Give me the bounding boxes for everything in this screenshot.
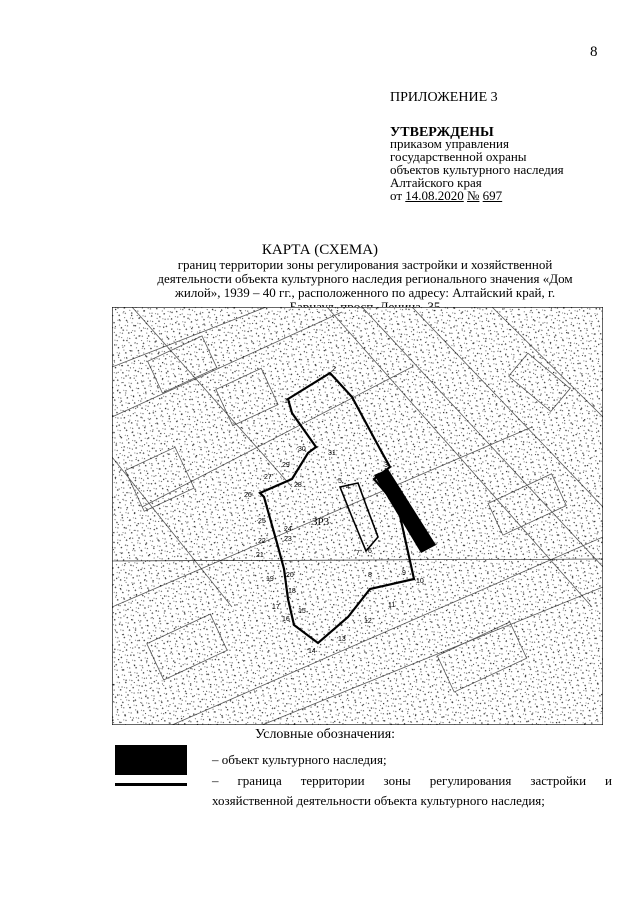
point-label: 25 — [258, 518, 266, 525]
point-label: 30 — [298, 446, 306, 453]
point-label: 23 — [284, 536, 292, 543]
date-prefix: от — [390, 188, 403, 203]
point-label: 2 — [332, 366, 336, 373]
legend-title: Условные обозначения: — [255, 727, 396, 742]
heritage-object-legend-swatch — [115, 745, 187, 775]
point-label: 28 — [294, 482, 302, 489]
point-label: 4 — [346, 484, 350, 491]
point-label: 27 — [264, 474, 272, 481]
approval-line: объектов культурного наследия — [390, 162, 564, 177]
point-label: 20 — [286, 572, 294, 579]
point-label: 29 — [282, 462, 290, 469]
page-number: 8 — [590, 44, 598, 60]
approved-heading: УТВЕРЖДЕНЫ — [390, 125, 494, 140]
approval-number: 697 — [482, 188, 503, 203]
point-label: 19 — [266, 576, 274, 583]
point-label: 6 — [368, 548, 372, 555]
map-title: КАРТА (СХЕМА) — [261, 242, 379, 258]
point-label: 5 — [338, 478, 342, 485]
zone-label: ЗР3 — [312, 516, 330, 528]
point-label: 22 — [258, 538, 266, 545]
legend-item-heritage-object: – объект культурного наследия; — [212, 752, 387, 767]
point-label: 15 — [298, 608, 306, 615]
point-label: 31 — [328, 450, 336, 457]
number-prefix: № — [467, 188, 480, 203]
approval-line: приказом управления — [390, 136, 509, 151]
approval-line: государственной охраны — [390, 149, 527, 164]
point-label: 7 — [356, 550, 360, 557]
point-label: 17 — [272, 604, 280, 611]
legend-item-boundary: – граница территории зоны регулирования застройки и — [212, 773, 612, 788]
point-label: 12 — [364, 618, 372, 625]
point-label: 14 — [308, 648, 316, 655]
point-label: 21 — [256, 552, 264, 559]
approval-date-line — [390, 189, 564, 202]
point-label: 10 — [416, 578, 424, 585]
map-subtitle: границ территории зоны регулирования застройки и хозяйственной деятельности объекта культурного наследия регионального значения «Дом жилой», 1939 – 40 гг., расположенного по адресу: Алтайский край, г. — [157, 257, 573, 300]
approval-block — [390, 137, 564, 202]
point-label: 26 — [244, 492, 252, 499]
approval-line: Алтайского края — [390, 175, 482, 190]
appendix-heading: ПРИЛОЖЕНИЕ 3 — [390, 90, 498, 105]
point-label: 11 — [388, 602, 396, 609]
point-label: 9 — [402, 570, 406, 577]
boundary-legend-swatch — [115, 783, 187, 786]
point-label: 1 — [284, 398, 288, 405]
point-label: 3 — [384, 462, 388, 469]
approval-date: 14.08.2020 — [405, 188, 464, 203]
point-label: 24 — [284, 526, 292, 533]
legend-item-boundary-continued: хозяйственной деятельности объекта культурного наследия; — [212, 793, 545, 808]
point-label: 8 — [368, 572, 372, 579]
point-label: 18 — [288, 588, 296, 595]
point-label: 16 — [282, 616, 290, 623]
point-label: 13 — [338, 636, 346, 643]
cadastral-map — [112, 307, 603, 725]
